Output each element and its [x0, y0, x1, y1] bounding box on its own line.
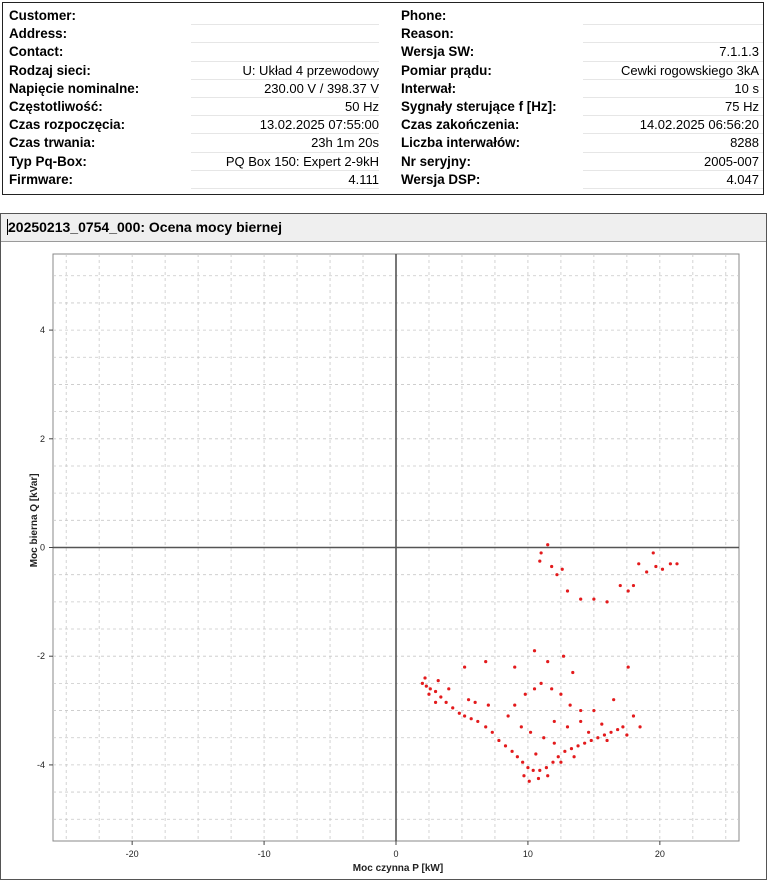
info-value-cell [191, 116, 379, 134]
data-point [546, 660, 549, 663]
info-value-cell [191, 7, 379, 25]
data-point [579, 720, 582, 723]
info-row [401, 62, 765, 80]
data-point [652, 551, 655, 554]
info-label: Customer: [9, 8, 76, 23]
data-point [425, 684, 428, 687]
info-value-cell [583, 153, 763, 171]
info-value-cell [583, 43, 763, 61]
data-point [612, 698, 615, 701]
data-point [484, 660, 487, 663]
data-point [600, 723, 603, 726]
data-point [476, 720, 479, 723]
data-point [533, 687, 536, 690]
data-point [621, 725, 624, 728]
data-point [510, 750, 513, 753]
data-point [559, 761, 562, 764]
data-point [497, 739, 500, 742]
info-row [401, 80, 765, 98]
data-point [566, 589, 569, 592]
info-label: Interwał: [401, 80, 457, 96]
data-point [467, 698, 470, 701]
data-point [434, 690, 437, 693]
data-point [619, 584, 622, 587]
measurement-info-panel [2, 2, 764, 195]
data-point [550, 565, 553, 568]
info-value: 2005-007 [704, 153, 759, 169]
y-tick-label: -4 [36, 759, 45, 770]
data-point [605, 600, 608, 603]
data-point [592, 598, 595, 601]
data-point [669, 562, 672, 565]
info-value-cell [191, 62, 379, 80]
info-row [9, 153, 379, 171]
data-point [616, 728, 619, 731]
info-row [401, 153, 765, 171]
data-point [507, 714, 510, 717]
info-label: Czas trwania: [9, 135, 96, 151]
info-value-cell [191, 153, 379, 171]
data-point [451, 706, 454, 709]
y-tick-label: -2 [36, 651, 45, 662]
data-point [645, 570, 648, 573]
info-column-left [9, 7, 379, 189]
info-value: 75 Hz [725, 98, 759, 114]
data-point [470, 717, 473, 720]
data-point [579, 598, 582, 601]
data-point [504, 744, 507, 747]
info-value-cell [583, 171, 763, 189]
info-column-right [401, 7, 765, 189]
info-value-cell [191, 134, 379, 152]
data-point [513, 665, 516, 668]
info-label: Typ Pq-Box: [9, 153, 87, 169]
data-point [546, 543, 549, 546]
info-row [9, 62, 379, 80]
data-point [487, 704, 490, 707]
data-point [532, 769, 535, 772]
data-point [538, 559, 541, 562]
data-point [529, 731, 532, 734]
info-row [9, 43, 379, 61]
data-point [638, 725, 641, 728]
info-label: Napięcie nominalne: [9, 80, 140, 96]
data-point [587, 731, 590, 734]
data-point [439, 695, 442, 698]
info-value: 13.02.2025 07:55:00 [259, 117, 379, 133]
data-point [463, 714, 466, 717]
info-row [9, 116, 379, 134]
data-point [516, 755, 519, 758]
info-value: 23h 1m 20s [311, 135, 379, 151]
data-point [521, 761, 524, 764]
info-row [9, 134, 379, 152]
info-value: 4.111 [348, 171, 379, 187]
chart-title: 20250213_0754_000: Ocena mocy biernej [8, 219, 282, 235]
info-value: 8288 [730, 135, 759, 151]
info-value: Cewki rogowskiego 3kA [620, 62, 759, 78]
data-point [561, 568, 564, 571]
data-point [563, 750, 566, 753]
info-label: Czas rozpoczęcia: [9, 117, 126, 133]
data-point [524, 693, 527, 696]
info-label: Firmware: [9, 171, 73, 187]
info-row [401, 43, 765, 61]
info-label: Reason: [401, 26, 454, 42]
data-point [605, 739, 608, 742]
x-tick-label: -10 [257, 849, 271, 859]
x-tick-label: 0 [393, 849, 399, 859]
data-point [571, 671, 574, 674]
scatter-chart [1, 241, 766, 879]
info-value-cell [583, 98, 763, 116]
data-point [596, 736, 599, 739]
info-value-cell [583, 62, 763, 80]
data-point [520, 725, 523, 728]
data-point [569, 704, 572, 707]
data-point [632, 714, 635, 717]
data-point [445, 701, 448, 704]
info-row [9, 7, 379, 25]
chart-panel [0, 213, 767, 880]
info-value-cell [583, 134, 763, 152]
info-value: 50 Hz [345, 98, 379, 114]
data-point [627, 589, 630, 592]
data-point [423, 676, 426, 679]
data-point [559, 693, 562, 696]
data-point [533, 649, 536, 652]
info-value-cell [583, 80, 763, 98]
chart-header [1, 214, 766, 242]
data-point [528, 780, 531, 783]
data-point [427, 693, 430, 696]
data-point [675, 562, 678, 565]
data-point [592, 709, 595, 712]
data-point [562, 655, 565, 658]
data-point [632, 584, 635, 587]
data-point [661, 568, 664, 571]
info-label: Liczba interwałów: [401, 135, 521, 151]
data-point [534, 752, 537, 755]
data-point [609, 731, 612, 734]
data-point [463, 665, 466, 668]
data-point [576, 744, 579, 747]
info-row [401, 134, 765, 152]
info-label: Phone: [401, 8, 447, 23]
y-tick-label: 2 [39, 433, 45, 444]
info-label: Contact: [9, 44, 64, 60]
data-point [553, 720, 556, 723]
data-point [625, 733, 628, 736]
info-label: Czas zakończenia: [401, 117, 520, 133]
data-point [637, 562, 640, 565]
info-value-cell [191, 98, 379, 116]
data-point [572, 755, 575, 758]
info-value-cell [583, 116, 763, 134]
data-point [447, 687, 450, 690]
data-point [434, 701, 437, 704]
data-point [437, 679, 440, 682]
data-point [553, 742, 556, 745]
info-label: Address: [9, 26, 68, 42]
info-value-cell [191, 25, 379, 43]
data-point [522, 774, 525, 777]
data-point [458, 712, 461, 715]
info-row [9, 80, 379, 98]
y-axis-label: Moc bierna Q [kVar] [29, 473, 40, 568]
y-tick-label: 4 [39, 325, 45, 336]
info-row [401, 171, 765, 189]
data-point [550, 687, 553, 690]
info-value: 7.1.1.3 [719, 44, 759, 60]
x-tick-label: -20 [125, 849, 139, 859]
data-point [546, 774, 549, 777]
info-label: Rodzaj sieci: [9, 62, 91, 78]
info-value-cell [583, 25, 763, 43]
info-value-cell [583, 7, 763, 25]
data-point [429, 687, 432, 690]
info-row [9, 171, 379, 189]
info-label: Sygnały sterujące f [Hz]: [401, 98, 557, 114]
info-label: Wersja DSP: [401, 171, 481, 187]
info-value-cell [191, 171, 379, 189]
data-point [484, 725, 487, 728]
info-row [401, 116, 765, 134]
info-row [401, 25, 765, 43]
info-value: U: Układ 4 przewodowy [242, 62, 379, 78]
data-point [540, 551, 543, 554]
data-point [474, 701, 477, 704]
info-label: Wersja SW: [401, 44, 475, 60]
data-point [583, 742, 586, 745]
data-point [590, 739, 593, 742]
data-point [566, 725, 569, 728]
y-tick-label: 0 [39, 542, 45, 553]
data-point [526, 766, 529, 769]
data-point [513, 704, 516, 707]
info-label: Nr seryjny: [401, 153, 471, 169]
data-point [491, 731, 494, 734]
info-row [401, 98, 765, 116]
info-value: 10 s [734, 80, 759, 96]
data-point [654, 565, 657, 568]
info-label: Częstotliwość: [9, 98, 103, 114]
data-point [540, 682, 543, 685]
info-value: PQ Box 150: Expert 2-9kH [225, 153, 379, 169]
data-point [537, 777, 540, 780]
data-point [538, 769, 541, 772]
info-value: 230.00 V / 398.37 V [264, 80, 379, 96]
info-label: Pomiar prądu: [401, 62, 492, 78]
data-point [570, 747, 573, 750]
data-point [603, 733, 606, 736]
info-value-cell [191, 80, 379, 98]
info-row [9, 98, 379, 116]
data-point [542, 736, 545, 739]
data-point [627, 665, 630, 668]
data-point [557, 755, 560, 758]
data-point [421, 682, 424, 685]
info-value-cell [191, 43, 379, 61]
data-point [551, 761, 554, 764]
x-tick-label: 10 [522, 849, 533, 859]
data-point [545, 766, 548, 769]
x-axis-label: Moc czynna P [kW] [352, 863, 444, 874]
info-value: 14.02.2025 06:56:20 [639, 117, 759, 133]
info-row [9, 25, 379, 43]
x-tick-label: 20 [654, 849, 665, 859]
info-value: 4.047 [726, 171, 759, 187]
data-point [579, 709, 582, 712]
data-point [555, 573, 558, 576]
info-row [401, 7, 765, 25]
